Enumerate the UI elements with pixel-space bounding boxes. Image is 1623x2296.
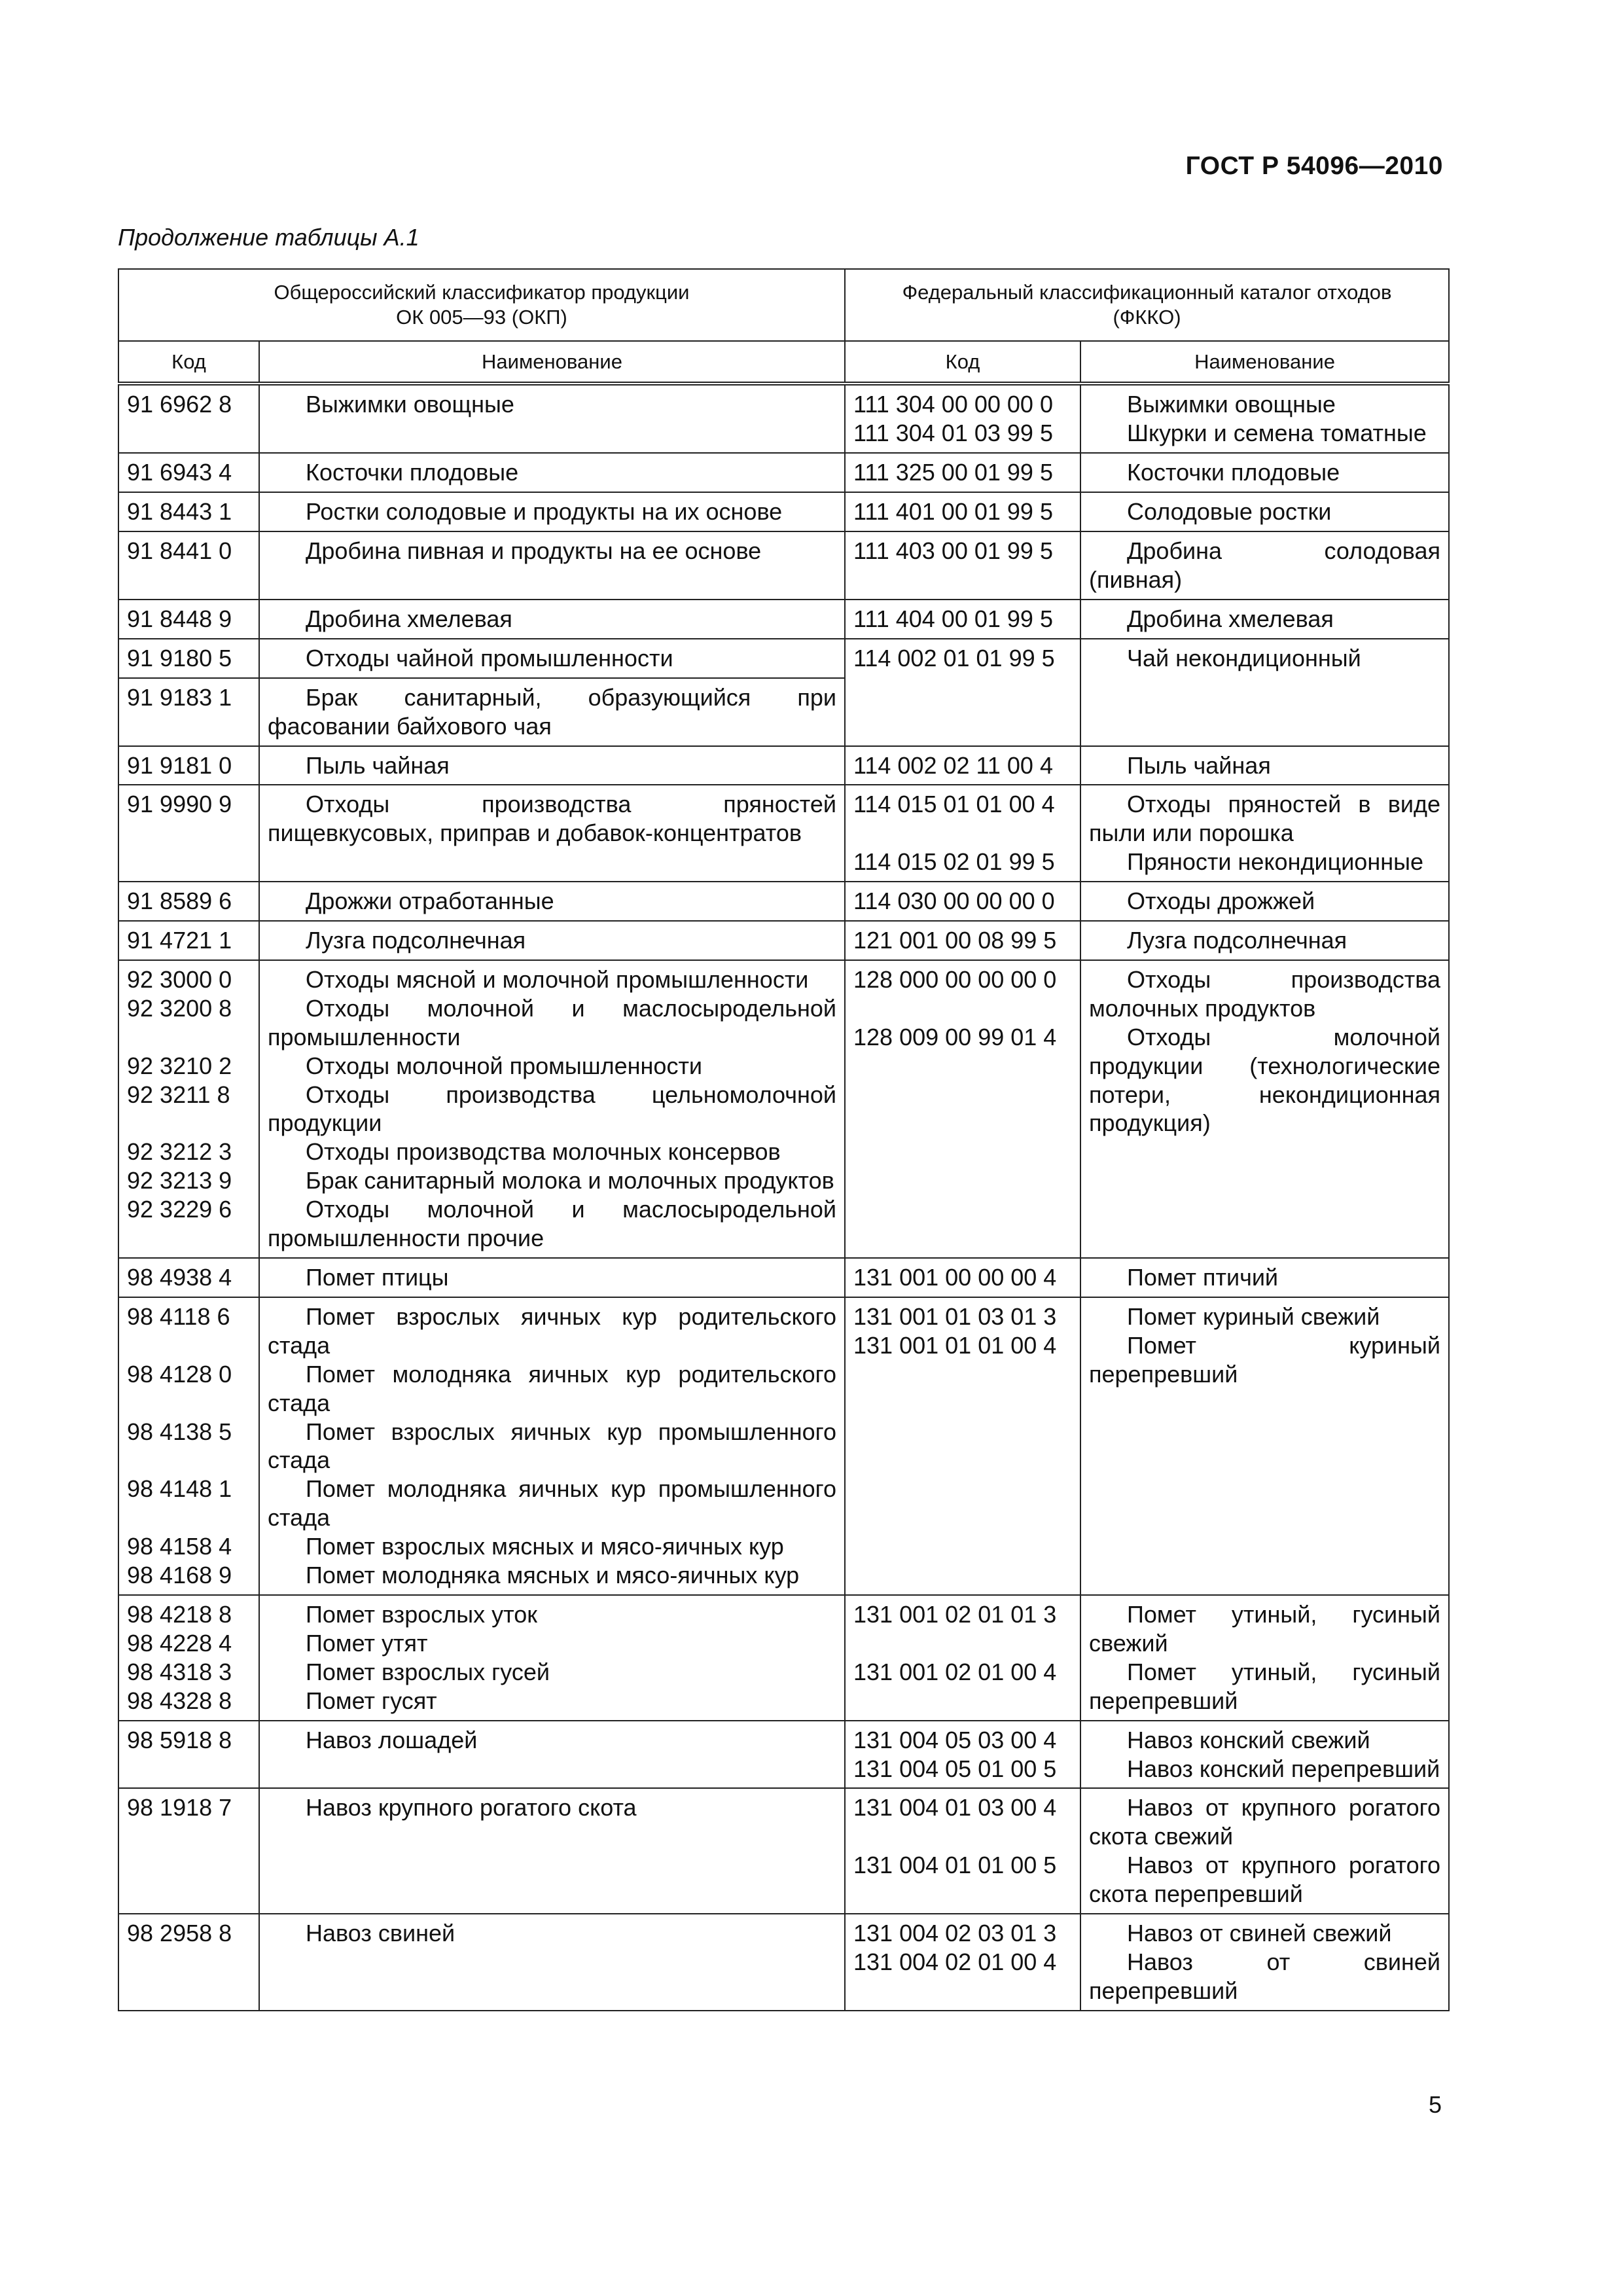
okp-name: Помет молодняка мясных и мясо-яичных кур [306, 1562, 800, 1589]
table-caption: Продолжение таблицы А.1 [118, 224, 419, 251]
fkko-code: 114 015 02 01 99 5 [853, 848, 1055, 876]
okp-name: Помет взрослых яичных кур родительского стада [268, 1302, 837, 1359]
fkko-name-cell [1080, 746, 1449, 785]
okp-code-cell [118, 921, 259, 960]
okp-name: Помет гусят [306, 1687, 437, 1714]
fkko-name: Косточки плодовые [1127, 459, 1340, 486]
fkko-name-cell [1080, 1788, 1449, 1914]
okp-code-cell [118, 746, 259, 785]
okp-code-cell [118, 1914, 259, 2011]
okp-code: 92 3229 6 [127, 1196, 232, 1223]
okp-code: 91 8441 0 [127, 537, 232, 565]
okp-name: Отходы производства цельномолочной продукции [268, 1081, 837, 1137]
okp-name-cell [259, 600, 845, 639]
okp-code-cell [118, 384, 259, 453]
fkko-code: 131 001 00 00 00 4 [853, 1264, 1057, 1291]
okp-name-cell [259, 746, 845, 785]
fkko-code-cell [845, 1788, 1080, 1914]
fkko-code: 131 001 02 01 01 3 [853, 1600, 1057, 1628]
okp-name: Дробина пивная и продукты на ее основе [306, 537, 762, 565]
fkko-code-cell [845, 746, 1080, 785]
table-row [118, 960, 1449, 1258]
table-body [118, 384, 1449, 2010]
table-row [118, 1914, 1449, 2011]
okp-code: 91 9181 0 [127, 751, 232, 779]
table-row [118, 384, 1449, 453]
fkko-name: Отходы пряностей в виде пыли или порошка [1089, 791, 1441, 847]
fkko-name-cell [1080, 492, 1449, 531]
okp-code: 92 3213 9 [127, 1167, 232, 1194]
okp-name: Помет молодняка яичных кур родительского стада [268, 1360, 837, 1416]
okp-name: Помет утят [306, 1629, 428, 1657]
okp-code-cell [118, 882, 259, 921]
okp-code: 92 3000 0 [127, 965, 232, 993]
fkko-name: Помет утиный, гусиный свежий [1089, 1600, 1441, 1657]
fkko-code-header: Код [845, 341, 1080, 384]
fkko-name: Навоз от крупного рогатого скота свежий [1089, 1794, 1441, 1850]
fkko-code: 131 004 05 03 00 4 [853, 1726, 1057, 1753]
fkko-code: 128 009 00 99 01 4 [853, 1023, 1057, 1050]
okp-code: 91 8589 6 [127, 888, 232, 915]
fkko-name: Чай некондиционный [1127, 644, 1361, 672]
okp-name: Помет птицы [306, 1264, 449, 1291]
okp-code: 91 6962 8 [127, 391, 232, 418]
okp-name: Отходы производства пряностей пищевкусовых, приправ и добавок-концентратов [268, 791, 837, 847]
okp-code: 98 2958 8 [127, 1920, 232, 1947]
fkko-name-cell [1080, 1914, 1449, 2011]
okp-code-cell [118, 453, 259, 492]
okp-code: 92 3212 3 [127, 1138, 232, 1166]
page-number: 5 [1428, 2091, 1442, 2118]
okp-code-cell [118, 531, 259, 600]
table-row [118, 746, 1449, 785]
okp-name-cell [259, 453, 845, 492]
okp-code-cell [118, 1788, 259, 1914]
okp-code: 92 3211 8 [127, 1081, 230, 1108]
okp-code: 98 4138 5 [127, 1418, 232, 1445]
fkko-name-cell [1080, 960, 1449, 1258]
okp-name: Отходы чайной промышленности [306, 644, 673, 672]
fkko-code: 111 325 00 01 99 5 [853, 459, 1053, 486]
okp-name: Помет молодняка яичных кур промышленного стада [268, 1475, 837, 1532]
okp-code: 98 4938 4 [127, 1264, 232, 1291]
fkko-group-header: Федеральный классификационный каталог отходов (ФККО) [845, 269, 1449, 341]
okp-code-cell [118, 600, 259, 639]
okp-name: Брак санитарный, образующийся при фасовании байхового чая [268, 683, 837, 740]
okp-name-cell [259, 1914, 845, 2011]
okp-code: 98 4158 4 [127, 1533, 232, 1560]
okp-code-cell [118, 785, 259, 882]
okp-name-cell [259, 785, 845, 882]
okp-name: Ростки солодовые и продукты на их основе [306, 498, 783, 526]
okp-code: 98 4118 6 [127, 1302, 230, 1330]
fkko-name: Навоз от крупного рогатого скота перепревший [1089, 1852, 1441, 1908]
fkko-code: 114 030 00 00 00 0 [853, 888, 1055, 915]
fkko-name: Дробина солодовая (пивная) [1089, 537, 1441, 593]
okp-name: Дробина хмелевая [306, 605, 512, 632]
standard-designation: ГОСТ Р 54096—2010 [1185, 152, 1443, 180]
fkko-code: 128 000 00 00 00 0 [853, 965, 1057, 993]
okp-name-cell [259, 678, 845, 746]
okp-name: Выжимки овощные [306, 391, 514, 418]
fkko-code: 111 404 00 01 99 5 [853, 605, 1053, 632]
okp-code-cell [118, 492, 259, 531]
fkko-code-cell [845, 882, 1080, 921]
okp-code: 91 6943 4 [127, 459, 232, 486]
fkko-name-cell [1080, 600, 1449, 639]
okp-code: 91 9990 9 [127, 791, 232, 818]
fkko-code-cell [845, 384, 1080, 453]
okp-code: 98 4218 8 [127, 1600, 232, 1628]
table-row [118, 785, 1449, 882]
okp-name: Помет взрослых уток [306, 1600, 537, 1628]
okp-code: 98 4228 4 [127, 1629, 232, 1657]
fkko-name-cell [1080, 531, 1449, 600]
okp-name-cell [259, 921, 845, 960]
fkko-code: 131 001 02 01 00 4 [853, 1658, 1057, 1685]
fkko-code: 111 304 00 00 00 0 [853, 391, 1053, 418]
fkko-code-cell [845, 600, 1080, 639]
okp-code: 98 4318 3 [127, 1658, 232, 1685]
fkko-name-cell [1080, 1595, 1449, 1721]
okp-name: Навоз крупного рогатого скота [306, 1794, 637, 1821]
fkko-code-cell [845, 1595, 1080, 1721]
okp-code-cell [118, 1595, 259, 1721]
fkko-code: 111 403 00 01 99 5 [853, 537, 1053, 565]
fkko-code-cell [845, 960, 1080, 1258]
fkko-code: 121 001 00 08 99 5 [853, 927, 1057, 954]
table-row [118, 1721, 1449, 1789]
fkko-name: Отходы молочной продукции (технологические потери, некондиционная продукция) [1089, 1023, 1441, 1137]
okp-name-cell [259, 1595, 845, 1721]
fkko-name: Шкурки и семена томатные [1127, 420, 1427, 447]
okp-code: 98 4328 8 [127, 1687, 232, 1714]
okp-code: 91 8443 1 [127, 498, 232, 526]
fkko-name: Отходы дрожжей [1127, 888, 1315, 915]
okp-code: 98 4148 1 [127, 1475, 232, 1503]
table-row [118, 639, 1449, 678]
fkko-name: Помет утиный, гусиный перепревший [1089, 1658, 1441, 1714]
okp-name-cell [259, 1258, 845, 1297]
fkko-code: 114 015 01 01 00 4 [853, 791, 1055, 818]
fkko-name-cell [1080, 785, 1449, 882]
fkko-code: 131 004 01 01 00 5 [853, 1852, 1057, 1879]
okp-code-cell [118, 1721, 259, 1789]
table-row [118, 921, 1449, 960]
okp-code: 98 1918 7 [127, 1794, 232, 1821]
okp-name: Брак санитарный молока и молочных продуктов [306, 1167, 834, 1194]
okp-name-cell [259, 639, 845, 678]
okp-code-cell [118, 1297, 259, 1595]
fkko-name: Помет куриный перепревший [1089, 1331, 1441, 1388]
fkko-code: 131 004 01 03 00 4 [853, 1794, 1057, 1821]
okp-name: Отходы молочной промышленности [306, 1052, 703, 1079]
fkko-code-cell [845, 921, 1080, 960]
okp-group-header: Общероссийский классификатор продукции ОК 005—93 (ОКП) [118, 269, 845, 341]
okp-code: 91 4721 1 [127, 927, 232, 954]
okp-name: Дрожжи отработанные [306, 888, 554, 915]
fkko-code: 131 004 02 03 01 3 [853, 1920, 1057, 1947]
table-row [118, 1788, 1449, 1914]
okp-code-cell [118, 678, 259, 746]
fkko-name: Лузга подсолнечная [1127, 927, 1347, 954]
fkko-code: 111 304 01 03 99 5 [853, 420, 1053, 447]
okp-name-cell [259, 384, 845, 453]
fkko-code: 114 002 01 01 99 5 [853, 644, 1055, 672]
fkko-name: Навоз конский перепревший [1127, 1755, 1440, 1782]
fkko-name: Дробина хмелевая [1127, 605, 1334, 632]
fkko-name-cell [1080, 921, 1449, 960]
fkko-code-cell [845, 785, 1080, 882]
fkko-code: 131 004 05 01 00 5 [853, 1755, 1057, 1782]
fkko-name: Помет птичий [1127, 1264, 1279, 1291]
okp-name-cell [259, 1297, 845, 1595]
fkko-code-cell [845, 1721, 1080, 1789]
fkko-code-cell [845, 531, 1080, 600]
table-row [118, 600, 1449, 639]
fkko-name: Пыль чайная [1127, 751, 1271, 779]
fkko-name-cell [1080, 639, 1449, 746]
fkko-code-cell [845, 639, 1080, 746]
fkko-name: Выжимки овощные [1127, 391, 1336, 418]
okp-name: Навоз свиней [306, 1920, 455, 1947]
okp-code-cell [118, 960, 259, 1258]
fkko-code-cell [845, 492, 1080, 531]
okp-code: 91 8448 9 [127, 605, 232, 632]
fkko-name-cell [1080, 1258, 1449, 1297]
okp-code-cell [118, 1258, 259, 1297]
okp-name: Помет взрослых мясных и мясо-яичных кур [306, 1533, 784, 1560]
table-row [118, 1595, 1449, 1721]
table-row [118, 1258, 1449, 1297]
okp-name-cell [259, 531, 845, 600]
fkko-code: 131 001 01 03 01 3 [853, 1302, 1057, 1330]
fkko-code: 111 401 00 01 99 5 [853, 498, 1053, 526]
okp-code-cell [118, 639, 259, 678]
fkko-name: Навоз от свиней перепревший [1089, 1948, 1441, 2004]
table-row [118, 1297, 1449, 1595]
fkko-name-cell [1080, 453, 1449, 492]
okp-name-cell [259, 1721, 845, 1789]
fkko-name-cell [1080, 384, 1449, 453]
table-row [118, 882, 1449, 921]
okp-name-header: Наименование [259, 341, 845, 384]
okp-name-cell [259, 492, 845, 531]
fkko-name-cell [1080, 1297, 1449, 1595]
fkko-code-cell [845, 1297, 1080, 1595]
fkko-name: Отходы производства молочных продуктов [1089, 965, 1441, 1022]
okp-name: Отходы молочной и маслосыродельной промышленности [268, 994, 837, 1050]
okp-name: Отходы молочной и маслосыродельной промышленности прочие [268, 1196, 837, 1252]
okp-name: Отходы производства молочных консервов [306, 1138, 781, 1166]
okp-name: Пыль чайная [306, 751, 450, 779]
okp-name-cell [259, 960, 845, 1258]
table-row [118, 531, 1449, 600]
fkko-name: Навоз конский свежий [1127, 1726, 1370, 1753]
fkko-name: Навоз от свиней свежий [1127, 1920, 1392, 1947]
classification-table [118, 268, 1450, 2011]
fkko-name: Помет куриный свежий [1127, 1302, 1380, 1330]
fkko-code: 114 002 02 11 00 4 [853, 751, 1053, 779]
okp-name: Лузга подсолнечная [306, 927, 526, 954]
okp-name: Косточки плодовые [306, 459, 519, 486]
fkko-code: 131 004 02 01 00 4 [853, 1948, 1057, 1975]
okp-name: Помет взрослых яичных кур промышленного стада [268, 1418, 837, 1474]
okp-name-cell [259, 882, 845, 921]
fkko-name-header: Наименование [1080, 341, 1449, 384]
okp-name-cell [259, 1788, 845, 1914]
fkko-name: Солодовые ростки [1127, 498, 1332, 526]
okp-code-header: Код [118, 341, 259, 384]
okp-code: 92 3200 8 [127, 994, 232, 1022]
okp-code: 98 4128 0 [127, 1360, 232, 1388]
okp-code: 91 9183 1 [127, 683, 232, 711]
fkko-name-cell [1080, 882, 1449, 921]
okp-code: 98 4168 9 [127, 1562, 232, 1589]
fkko-name: Пряности некондиционные [1127, 848, 1423, 876]
okp-code: 98 5918 8 [127, 1726, 232, 1753]
fkko-name-cell [1080, 1721, 1449, 1789]
table-row [118, 453, 1449, 492]
okp-code: 92 3210 2 [127, 1052, 232, 1079]
okp-code: 91 9180 5 [127, 644, 232, 672]
fkko-code-cell [845, 453, 1080, 492]
okp-name: Отходы мясной и молочной промышленности [306, 965, 809, 993]
okp-name: Помет взрослых гусей [306, 1658, 550, 1685]
table-row [118, 492, 1449, 531]
okp-name: Навоз лошадей [306, 1726, 478, 1753]
fkko-code-cell [845, 1914, 1080, 2011]
fkko-code-cell [845, 1258, 1080, 1297]
fkko-code: 131 001 01 01 00 4 [853, 1331, 1057, 1359]
